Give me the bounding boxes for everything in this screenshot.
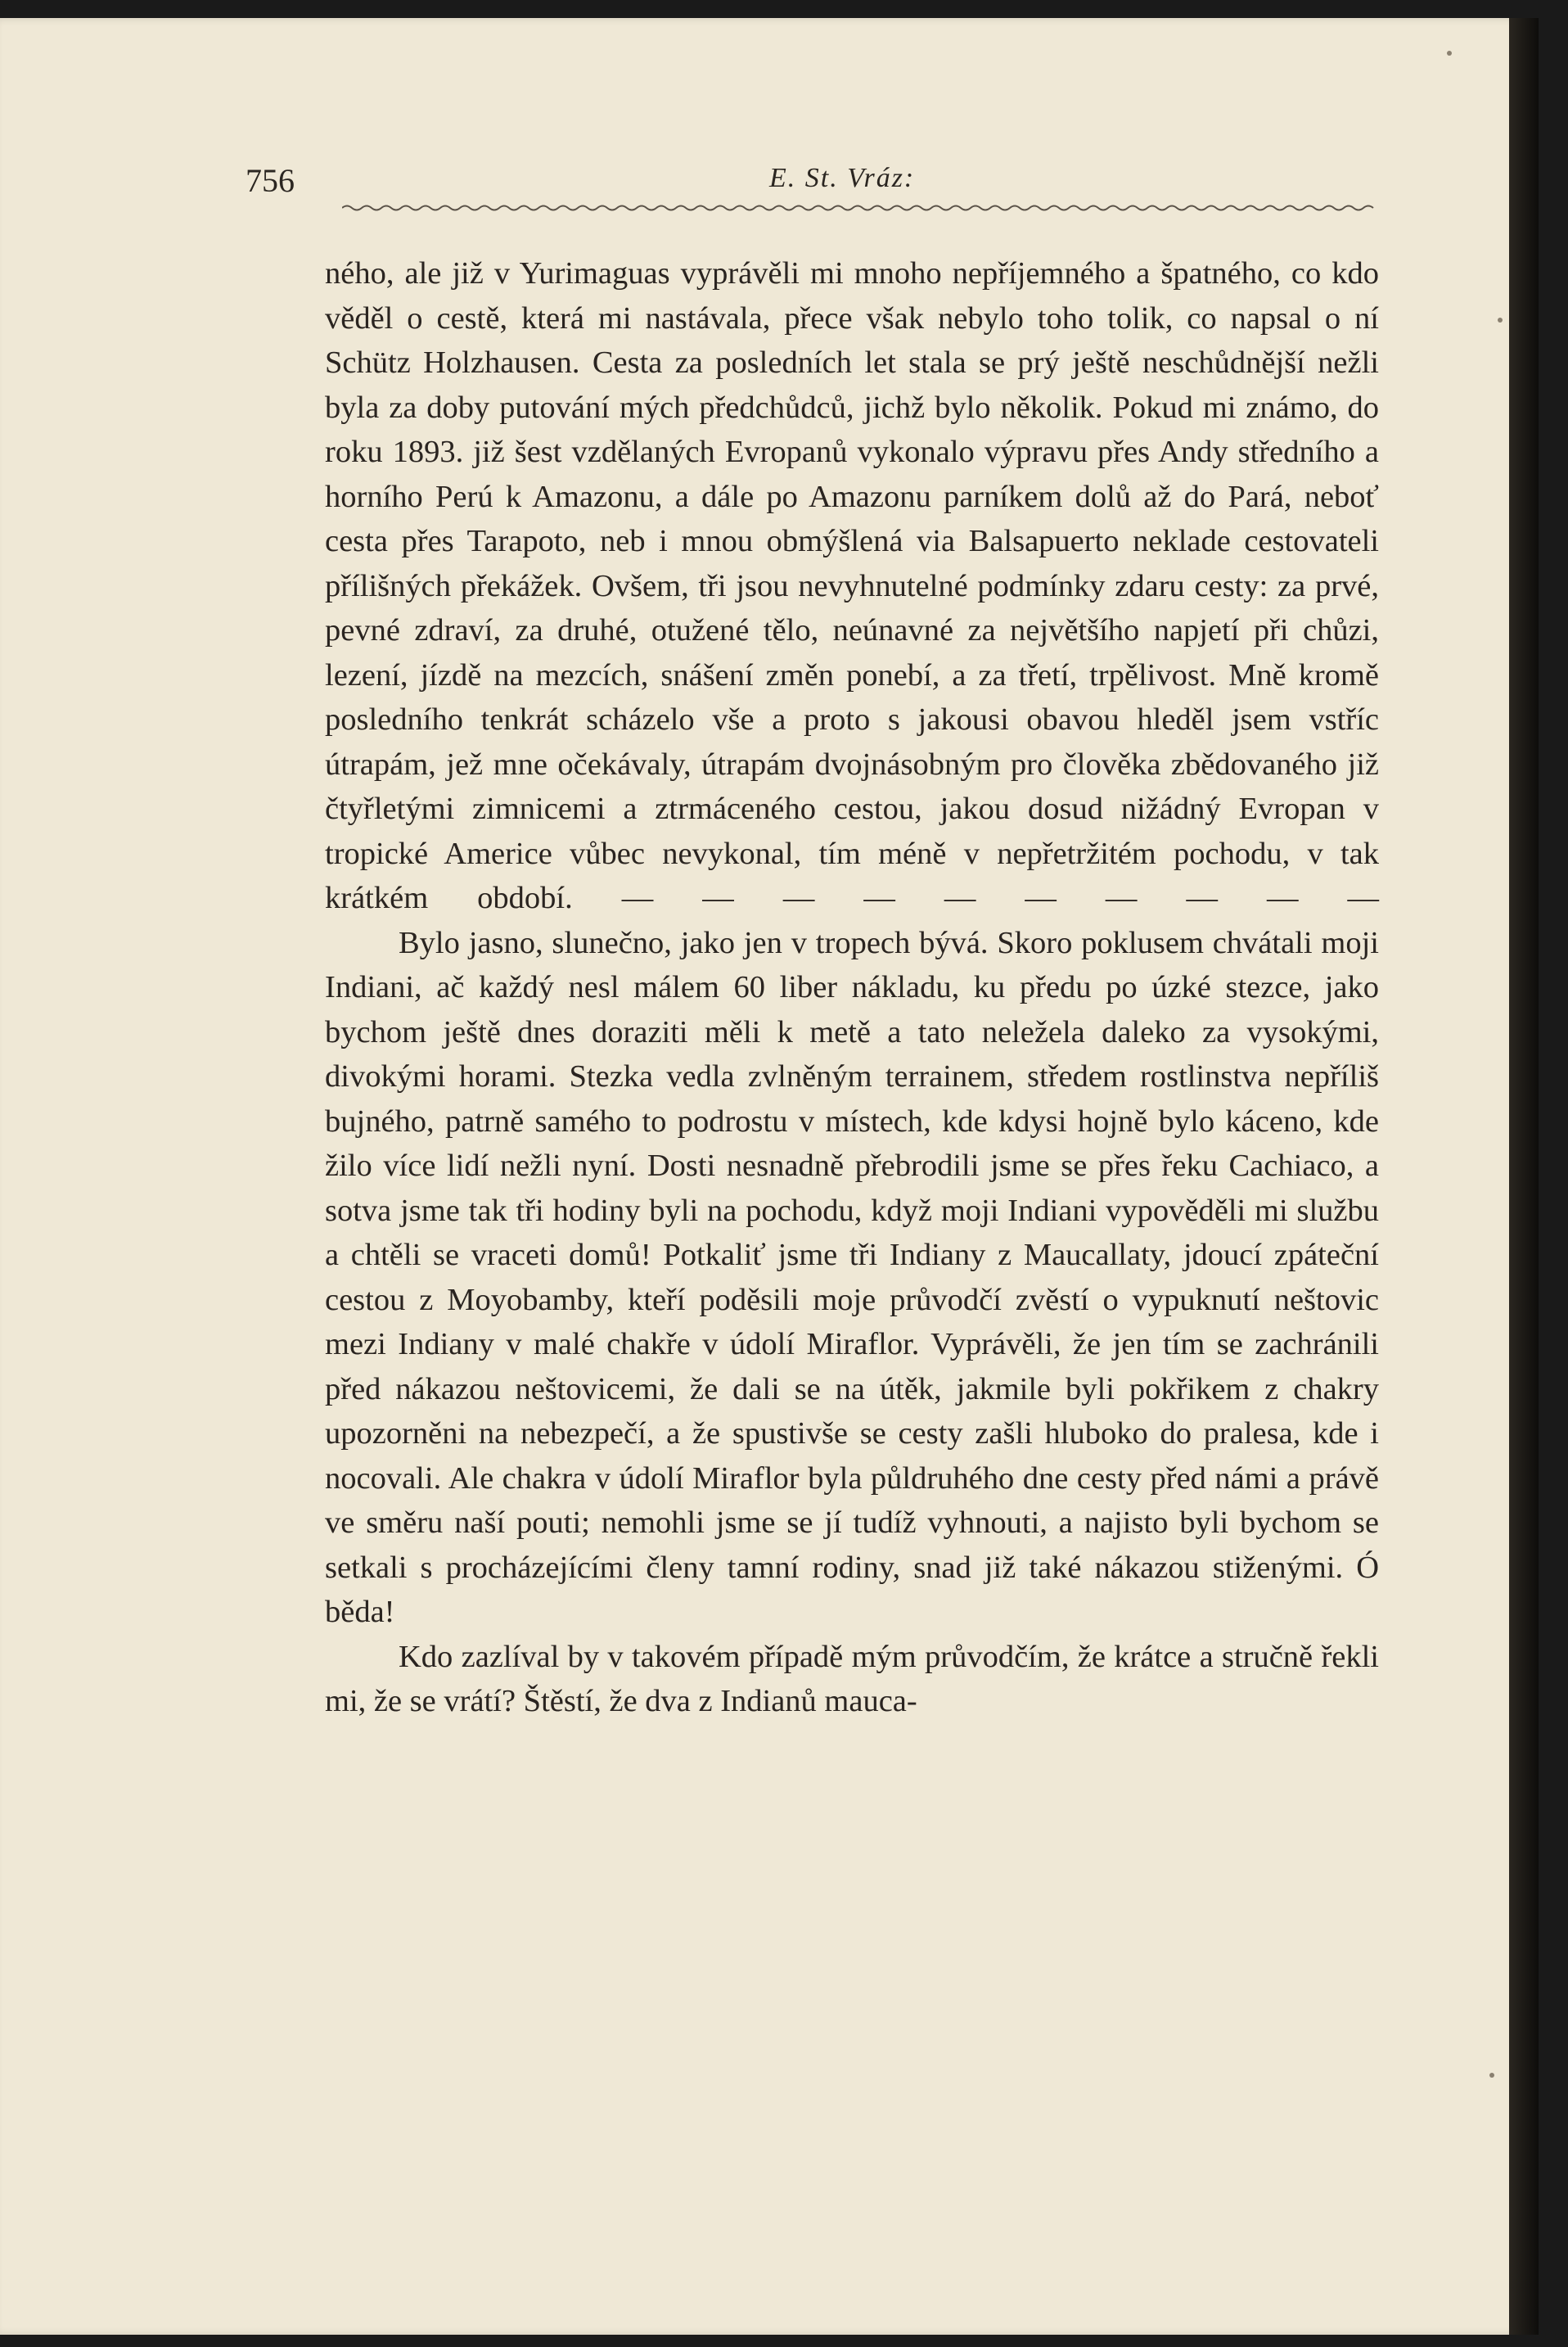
paper-speck [1498, 318, 1503, 323]
paragraph-1: ného, ale již v Yurimaguas vyprávěli mi mnoho nepříjemného a špatného, co kdo věděl o cestě, která mi nastávala, přece však nebylo toho tolik, co napsal o ní Schütz Holzhausen. Cesta za posledních let stala se prý ještě neschůdnější nežli byla za doby putování mých předchůdců, jichž bylo několik. Pokud mi známo, do roku 1893. již šest vzdělaných Evropanů vykonalo výpravu přes Andy středního a horního Perú k Amazonu, a dále po Amazonu parníkem dolů až do Pará, neboť cesta přes Tarapoto, neb i mnou obmýšlená via Balsapuerto neklade cestovateli přílišných překážek. Ovšem, tři jsou nevyhnutelné podmínky zdaru cesty: za prvé, pevné zdraví, za druhé, otužené tělo, neúnavné za největšího napjetí při chůzi, lezení, jízdě na mezcích, snášení změn ponebí, a za třetí, trpělivost. Mně kromě posledního tenkrát scházelo vše a proto s jakousi obavou hleděl jsem vstříc útrapám, jež mne očekávaly, útrapám dvojnásobným pro člověka zbědovaného již čtyřletými zimnicemi a ztrmáceného cestou, jakou dosud nižádný Evropan v tropické Americe vůbec nevykonal, tím méně v nepřetržitém pochodu, v tak krátkém období. — — — — — — — — — — [325, 256, 1379, 915]
paragraph-3: Kdo zazlíval by v takovém případě mým průvodčím, že krátce a stručně řekli mi, že se vrátí? Štěstí, že dva z Indianů mauca- [325, 1639, 1379, 1718]
page-number: 756 [246, 162, 295, 199]
paragraph-2: Bylo jasno, slunečno, jako jen v tropech bývá. Skoro poklusem chvátali moji Indiani, ač každý nesl málem 60 liber nákladu, ku předu po úzké stezce, jako bychom ještě dnes doraziti měli k metě a tato neležela daleko za vysokými, divokými horami. Stezka vedla zvlněným terrainem, středem rostlinstva nepříliš bujného, patrně samého to podrostu v místech, kde kdysi hojně bylo káceno, kde žilo více lidí nežli nyní. Dosti nesnadně přebrodili jsme se přes řeku Cachiaco, a sotva jsme tak tři hodiny byli na pochodu, když moji Indiani vypověděli mi službu a chtěli se vraceti domů! Potkaliť jsme tři Indiany z Maucallaty, jdoucí zpáteční cestou z Moyobamby, kteří poděsili moje průvodčí zvěstí o vypuknutí neštovic mezi Indiany v malé chakře v údolí Miraflor. Vyprávěli, že jen tím se zachránili před nákazou neštovicemi, že dali se na útěk, jakmile byli pokřikem z chakry upozorněni na nebezpečí, a že spustivše se cesty zašli hluboko do pralesa, kde i nocovali. Ale chakra v údolí Miraflor byla půldruhého dne cesty před námi a právě ve směru naší pouti; nemohli jsme se jí tudíž vyhnouti, a najisto byli bychom se setkali s procházejícími členy tamní rodiny, snad již také nákazou stiženými. Ó běda! [325, 925, 1379, 1629]
page-edge-shadow [1509, 18, 1539, 2335]
wavy-rule-divider [342, 202, 1375, 214]
paper-speck [1489, 2073, 1494, 2078]
book-page [0, 18, 1539, 2335]
page-header [246, 161, 1375, 210]
paper-speck [1447, 51, 1452, 56]
body-text [325, 251, 1379, 1724]
running-title: E. St. Vráz: [769, 163, 916, 193]
